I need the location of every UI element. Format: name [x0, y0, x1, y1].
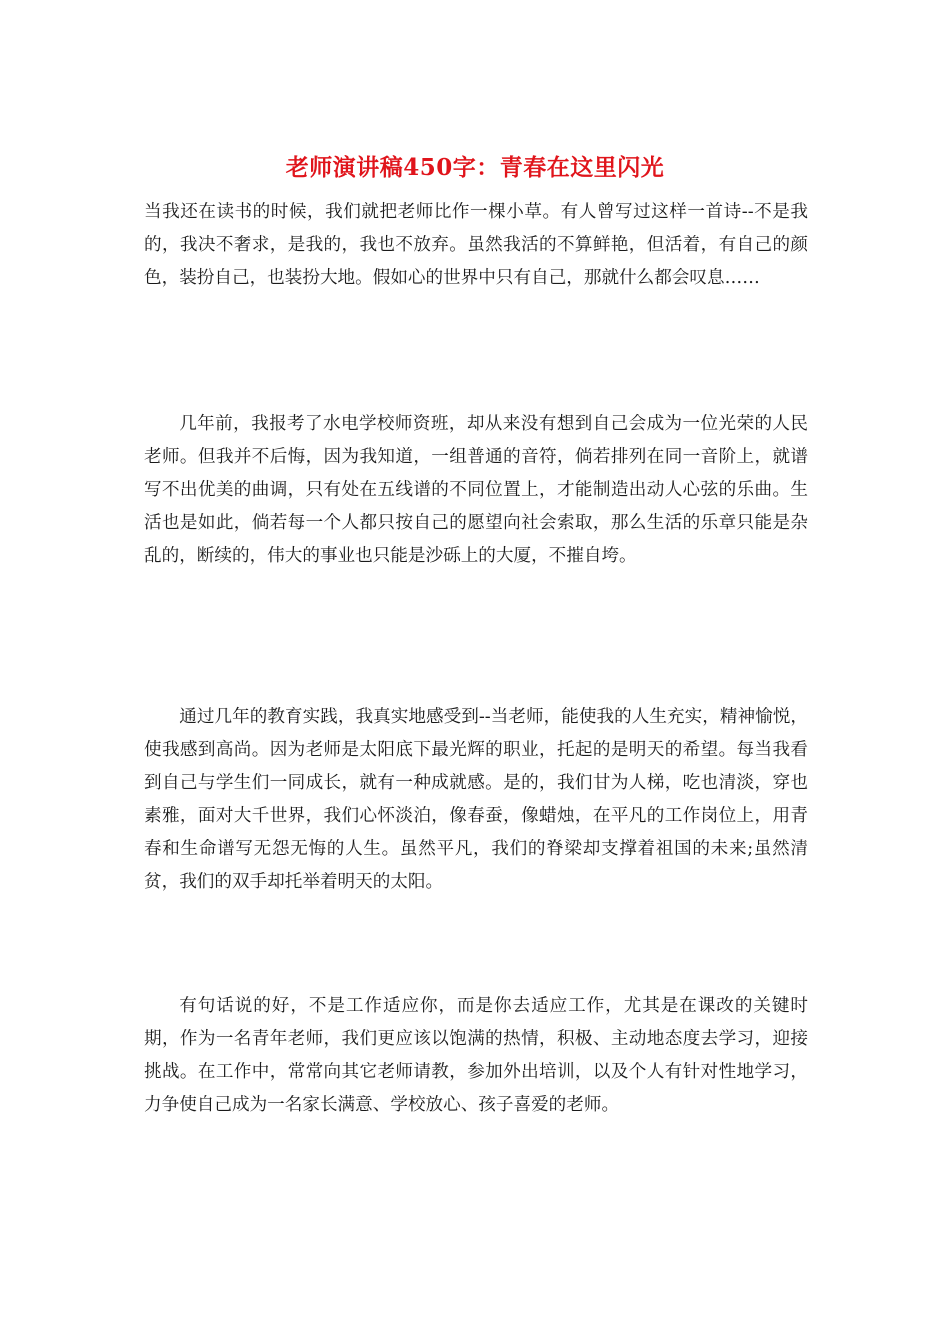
- paragraph-2: 几年前，我报考了水电学校师资班，却从来没有想到自己会成为一位光荣的人民老师。但我并不后悔，因为我知道，一组普通的音符，倘若排列在同一音阶上，就谱写不出优美的曲调，只有处在五线谱的不同位置上，才能制造出动人心弦的乐曲。生活也是如此，倘若每一个人都只按自己的愿望向社会索取，那么生活的乐章只能是杂乱的，断续的，伟大的事业也只能是沙砾上的大厦，不摧自垮。: [144, 414, 808, 566]
- paragraph-3: 通过几年的教育实践，我真实地感受到--当老师，能使我的人生充实，精神愉悦，使我感到高尚。因为老师是太阳底下最光辉的职业，托起的是明天的希望。每当我看到自己与学生们一同成长，就有一种成就感。是的，我们甘为人梯，吃也清淡，穿也素雅，面对大千世界，我们心怀淡泊，像春蚕，像蜡烛，在平凡的工作岗位上，用青春和生命谱写无怨无悔的人生。虽然平凡，我们的脊梁却支撑着祖国的未来;虽然清贫，我们的双手却托举着明天的太阳。: [144, 707, 808, 892]
- document-title: 老师演讲稿450字：青春在这里闪光: [285, 154, 665, 181]
- paragraph-4: 有句话说的好，不是工作适应你，而是你去适应工作，尤其是在课改的关键时期，作为一名青年老师，我们更应该以饱满的热情，积极、主动地态度去学习，迎接挑战。在工作中，常常向其它老师请教，参加外出培训，以及个人有针对性地学习，力争使自己成为一名家长满意、学校放心、孩子喜爱的老师。: [144, 996, 808, 1115]
- paragraph-1: 当我还在读书的时候，我们就把老师比作一棵小草。有人曾写过这样一首诗--不是我的，我决不奢求，是我的，我也不放弃。虽然我活的不算鲜艳，但活着，有自己的颜色，装扮自己，也装扮大地。假如心的世界中只有自己，那就什么都会叹息……: [144, 202, 808, 288]
